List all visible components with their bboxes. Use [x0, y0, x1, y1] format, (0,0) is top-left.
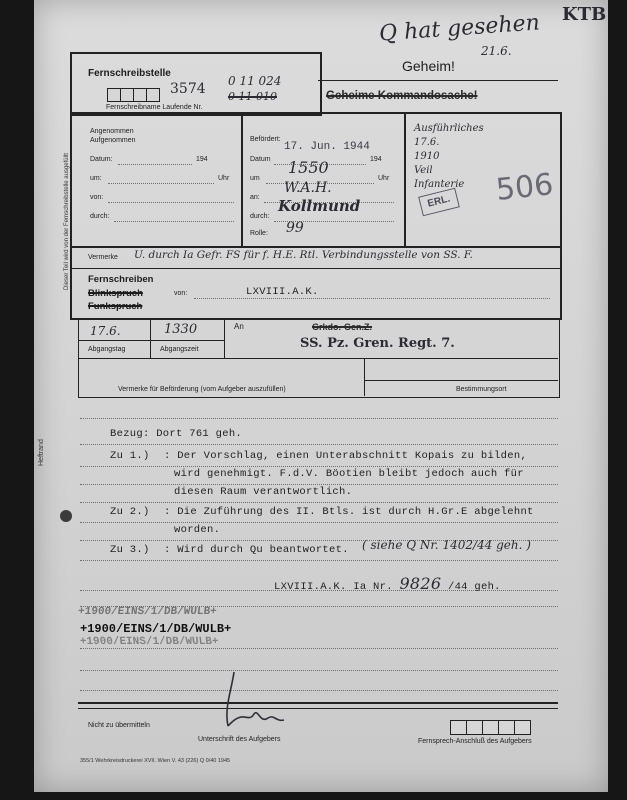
ruled-line	[80, 502, 558, 503]
teletype-line: +1900/EINS/1/DB/WULB+	[77, 606, 218, 618]
serial-struck: 0 11 010	[228, 90, 277, 103]
fill-line	[114, 221, 234, 222]
forwarded-uhr-label: Uhr	[378, 175, 390, 182]
divider	[72, 246, 560, 248]
forwarded-an-label: an:	[250, 194, 260, 201]
forwarded-time: 1550	[288, 158, 329, 177]
received-heading: Angenommen	[90, 128, 134, 135]
fill-line	[194, 298, 550, 299]
routing-notes	[414, 122, 484, 192]
item-line: worden.	[174, 524, 221, 536]
ruled-line	[80, 444, 558, 445]
serial-cell	[133, 88, 147, 102]
divider	[364, 358, 365, 396]
secrecy-struck: Geheime Kommandosache!	[326, 90, 478, 102]
forwarded-rolle: 99	[286, 220, 304, 236]
item-line: : Die Zuführung des II. Btls. ist durch H.Gr.E abgelehnt	[164, 506, 534, 518]
divider	[364, 380, 558, 381]
item-line: wird genehmigt. F.d.V. Böotien bleibt jedoch auch für	[174, 468, 524, 480]
received-von-label: von:	[90, 194, 104, 201]
fill-line	[108, 202, 234, 203]
routing-note-line: Ausführliches	[414, 123, 484, 134]
routing-note-line: 17.6.	[414, 137, 440, 148]
divider	[78, 340, 224, 341]
handwritten-note: Q hat gesehen	[378, 10, 541, 47]
received-stamp: ERL.	[418, 188, 460, 217]
from-label: von:	[174, 290, 188, 297]
phone-cell	[450, 720, 467, 735]
ruled-line	[80, 648, 558, 649]
forwarded-um-label: um	[250, 175, 260, 182]
divider	[78, 708, 558, 709]
dispatch-date-label: Abgangstag	[88, 346, 126, 353]
item-line: : Der Vorschlag, einen Unterabschnitt Kopais zu bilden,	[164, 450, 528, 462]
not-transmit-label: Nicht zu übermitteln	[88, 722, 150, 729]
signature-suffix: /44 geh.	[447, 581, 501, 593]
divider	[318, 80, 558, 81]
serial-handwritten: 0 11 024	[228, 74, 282, 88]
item-number: Zu 3.)	[110, 544, 150, 556]
divider	[72, 268, 560, 269]
phone-cell	[466, 720, 483, 735]
routing-note-line: Veil	[414, 165, 433, 176]
handling-label: Vermerke für Beförderung (vom Aufgeber auszufüllen)	[118, 386, 286, 393]
phone-cell	[514, 720, 531, 735]
to-label: An	[234, 322, 244, 331]
item-number: Zu 2.)	[110, 506, 150, 518]
routing-note-line: Infanterie	[414, 179, 465, 190]
received-uhr-label: Uhr	[218, 175, 230, 182]
signature-number: 9826	[399, 574, 442, 593]
from-value: LXVIII.A.K.	[246, 286, 319, 298]
dispatch-time-label: Abgangszeit	[160, 346, 199, 353]
divider	[241, 114, 243, 246]
received-durch-label: durch:	[90, 213, 110, 220]
received-um-label: um:	[90, 175, 102, 182]
serial-label: Fernschreibname Laufende Nr.	[106, 104, 203, 111]
divider	[78, 358, 558, 359]
message-form	[34, 0, 608, 792]
received-heading-2: Aufgenommen	[90, 137, 136, 144]
message-type-struck-2: Funkspruch	[88, 301, 143, 312]
date-stamp: 17. Jun. 1944	[284, 141, 370, 153]
signature-line	[274, 574, 501, 593]
to-recipient: SS. Pz. Gren. Regt. 7.	[300, 336, 455, 351]
remarks-handwritten: U. durch Ia Gefr. FS für f. H.E. Rtl. Verbindungsstelle von SS. F.	[134, 249, 473, 261]
phone-cell	[482, 720, 499, 735]
teletype-line: +1900/EINS/1/DB/WULB+	[79, 636, 220, 648]
item-3-note: ( siehe Q Nr. 1402/44 geh. )	[362, 538, 531, 552]
ruled-line	[80, 484, 558, 485]
divider	[404, 114, 406, 246]
received-year: 194	[196, 156, 208, 163]
signature-label: Unterschrift des Aufgebers	[198, 736, 281, 743]
serial-number: 3574	[170, 81, 206, 97]
fill-line	[108, 183, 214, 184]
ruled-line	[80, 670, 558, 671]
received-datum-label: Datum:	[90, 156, 113, 163]
divider	[150, 318, 151, 358]
item-line: diesen Raum verantwortlich.	[174, 486, 353, 498]
ruled-line	[80, 418, 558, 419]
secrecy-label: Geheim!	[402, 58, 455, 74]
signature-scribble	[214, 668, 304, 738]
ruled-line	[80, 560, 558, 561]
forwarded-an: W.A.H.	[284, 180, 332, 196]
print-note: 355/1 Wehrkreisdruckerei XVII. Wien V. 43 (226) Q 0/40 1945	[80, 758, 231, 764]
forwarded-year: 194	[370, 156, 382, 163]
side-text: Dieser Teil wird von der Fernschreibstelle ausgefüllt	[64, 153, 70, 290]
message-type-label: Fernschreiben	[88, 274, 154, 285]
destination-label: Bestimmungsort	[456, 386, 507, 393]
dispatch-date: 17.6.	[90, 324, 121, 338]
forwarded-datum-label: Datum	[250, 156, 271, 163]
reference-line: Bezug: Dort 761 geh.	[110, 428, 243, 440]
remarks-label: Vermerke	[88, 254, 118, 261]
forwarded-durch: Kollmund	[278, 197, 361, 215]
dispatch-time: 1330	[164, 322, 198, 337]
signature-prefix: LXVIII.A.K. Ia Nr.	[274, 581, 393, 593]
serial-cell	[146, 88, 160, 102]
routing-note-line: 1910	[414, 151, 440, 162]
fill-line	[118, 164, 192, 165]
serial-cell	[120, 88, 134, 102]
phone-label: Fernsprech-Anschluß des Aufgebers	[418, 738, 532, 745]
item-line: : Wird durch Qu beantwortet.	[164, 544, 349, 556]
punch-hole	[60, 510, 72, 522]
item-number: Zu 1.)	[110, 450, 150, 462]
number-stamp: 506	[494, 167, 555, 208]
divider	[224, 318, 225, 358]
corner-mark: KTB	[562, 4, 607, 25]
forwarded-heading: Befördert:	[250, 136, 281, 143]
station-title: Fernschreibstelle	[88, 68, 171, 79]
ruled-line	[80, 690, 558, 691]
serial-cell	[107, 88, 121, 102]
margin-label: Heftrand	[38, 439, 45, 466]
forwarded-durch-label: durch:	[250, 213, 270, 220]
phone-cell	[498, 720, 515, 735]
ruled-line	[80, 522, 558, 523]
teletype-line: +1900/EINS/1/DB/WULB+	[80, 622, 232, 636]
ruled-line	[80, 466, 558, 467]
forwarded-rolle-label: Rolle:	[250, 230, 268, 237]
to-struck: Grkdo.-Gen.Z.	[312, 322, 373, 332]
message-type-struck: Blinkspruch	[88, 288, 143, 299]
divider	[78, 702, 558, 704]
handwritten-date: 21.6.	[481, 44, 512, 58]
